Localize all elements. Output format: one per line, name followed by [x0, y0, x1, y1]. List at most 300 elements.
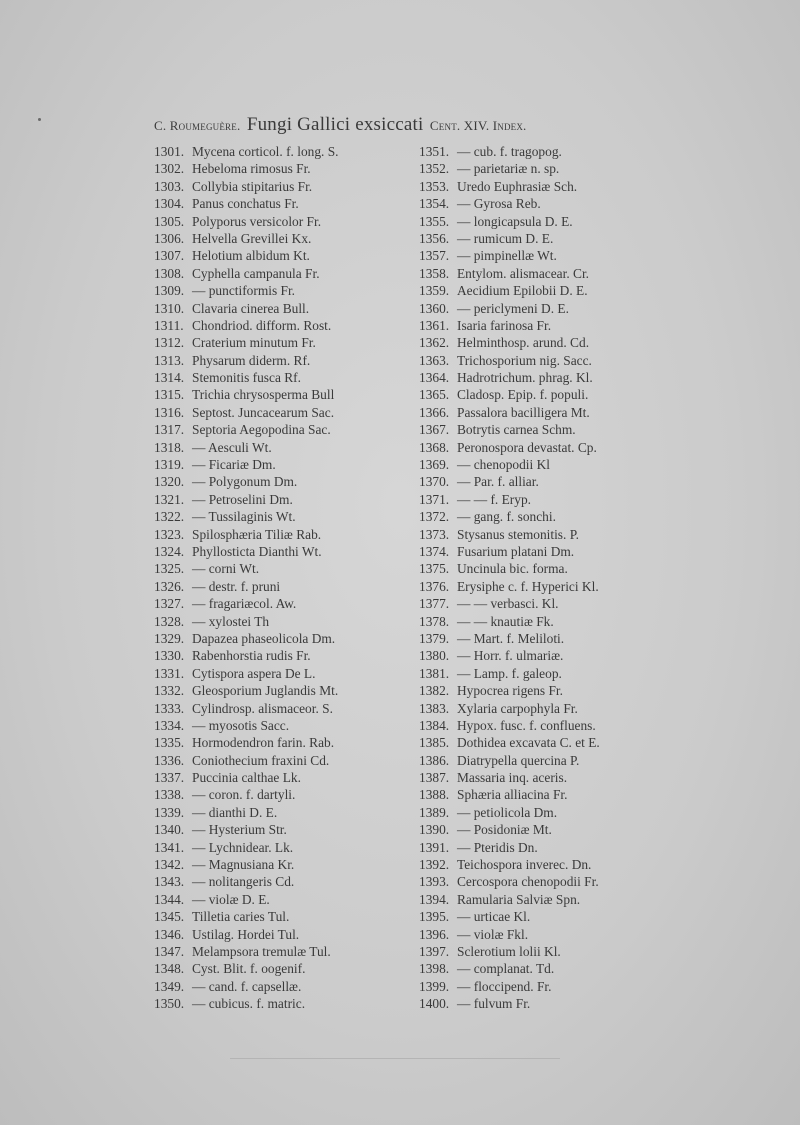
entry-number: 1327. [154, 596, 185, 612]
entry-number: 1378. [419, 613, 450, 629]
entry-text: — Par. f. alliar. [457, 474, 539, 490]
entry-text: — — f. Eryp. [457, 491, 532, 507]
entry-number: 1322. [154, 509, 185, 525]
entry-number: 1386. [419, 752, 450, 768]
entry-number: 1304. [154, 196, 185, 212]
entry-text: — Posidoniæ Mt. [457, 822, 552, 838]
entry-number: 1338. [154, 787, 185, 803]
entry-text: Trichia chrysosperma Bull [192, 387, 335, 403]
entry-number: 1399. [419, 978, 450, 994]
list-item [154, 595, 416, 612]
list-item [419, 943, 681, 960]
entry-text: Gleosporium Juglandis Mt. [192, 683, 339, 699]
entry-text: Physarum diderm. Rf. [192, 352, 311, 368]
list-item [154, 943, 416, 960]
entry-text: Mycena corticol. f. long. S. [192, 144, 339, 159]
entry-text: — coron. f. dartyli. [192, 787, 296, 803]
entry-number: 1306. [154, 230, 185, 246]
entry-text: — cub. f. tragopog. [457, 144, 562, 159]
entry-text: — Ficariæ Dm. [192, 457, 276, 473]
list-item [154, 247, 416, 264]
entry-number: 1358. [419, 265, 450, 281]
entry-number: 1345. [154, 909, 185, 925]
entry-number: 1392. [419, 857, 450, 873]
list-item [154, 317, 416, 334]
list-item [154, 769, 416, 786]
entry-number: 1380. [419, 648, 450, 664]
entry-number: 1334. [154, 717, 185, 733]
entry-number: 1315. [154, 387, 185, 403]
list-item [419, 247, 681, 264]
entry-number: 1313. [154, 352, 185, 368]
entry-text: — parietariæ n. sp. [457, 161, 560, 177]
entry-number: 1371. [419, 491, 450, 507]
entry-text: Hadrotrichum. phrag. Kl. [457, 370, 593, 386]
list-item [154, 978, 416, 995]
entry-number: 1320. [154, 474, 185, 490]
list-item [154, 300, 416, 317]
entry-number: 1311. [154, 317, 184, 333]
list-item [419, 578, 681, 595]
entry-number: 1305. [154, 213, 185, 229]
entry-text: Dothidea excavata C. et E. [457, 735, 600, 751]
list-item [154, 404, 416, 421]
list-item [419, 213, 681, 230]
list-item [154, 178, 416, 195]
entry-text: Septost. Juncacearum Sac. [192, 404, 335, 420]
entry-text: — violæ Fkl. [457, 926, 529, 942]
entry-number: 1332. [154, 683, 185, 699]
list-item [154, 439, 416, 456]
list-item [154, 613, 416, 630]
entry-number: 1397. [419, 943, 450, 959]
list-item [419, 160, 681, 177]
entry-text: Ramularia Salviæ Spn. [457, 891, 581, 907]
entry-number: 1316. [154, 404, 185, 420]
list-item [154, 386, 416, 403]
entry-text: — Lamp. f. galeop. [457, 665, 562, 681]
entry-text: Craterium minutum Fr. [192, 335, 316, 351]
list-item [419, 526, 681, 543]
entry-number: 1393. [419, 874, 450, 890]
header-title: Fungi Gallici exsiccati [246, 114, 424, 135]
entry-text: Helvella Grevillei Kx. [192, 230, 312, 246]
entry-text: Helminthosp. arund. Cd. [457, 335, 590, 351]
list-item [154, 195, 416, 212]
list-item [154, 786, 416, 803]
entry-text: Septoria Aegopodina Sac. [192, 422, 331, 438]
entry-number: 1360. [419, 300, 450, 316]
entry-text: Puccinia calthae Lk. [192, 770, 301, 786]
list-item [419, 734, 681, 751]
entry-text: Xylaria carpophyla Fr. [457, 700, 578, 716]
list-item [419, 456, 681, 473]
entry-text: Rabenhorstia rudis Fr. [192, 648, 311, 664]
entry-text: — Aesculi Wt. [192, 439, 272, 455]
entry-text: Phyllosticta Dianthi Wt. [192, 543, 322, 559]
entry-text: Sclerotium lolii Kl. [457, 943, 561, 959]
entry-text: Melampsora tremulæ Tul. [192, 943, 331, 959]
entry-text: Passalora bacilligera Mt. [457, 404, 590, 420]
entry-text: — Hysterium Str. [192, 822, 287, 838]
entry-text: — Tussilaginis Wt. [192, 509, 296, 525]
list-item [154, 352, 416, 369]
entry-number: 1307. [154, 248, 185, 264]
entry-number: 1368. [419, 439, 450, 455]
list-item [419, 647, 681, 664]
entry-text: Isaria farinosa Fr. [457, 317, 552, 333]
list-item [154, 578, 416, 595]
entry-text: Hebeloma rimosus Fr. [192, 161, 311, 177]
header-century-index: Cent. XIV. Index. [429, 118, 527, 133]
entry-number: 1355. [419, 213, 450, 229]
entry-number: 1317. [154, 422, 185, 438]
entry-text: Uredo Euphrasiæ Sch. [457, 178, 578, 194]
entry-text: — xylostei Th [192, 613, 270, 629]
entry-number: 1348. [154, 961, 185, 977]
entry-number: 1396. [419, 926, 450, 942]
entry-number: 1391. [419, 839, 450, 855]
entry-number: 1361. [419, 317, 450, 333]
list-item [419, 265, 681, 282]
list-item [154, 873, 416, 890]
entry-text: Spilosphæria Tiliæ Rab. [192, 526, 322, 542]
entry-number: 1326. [154, 578, 185, 594]
list-item [419, 352, 681, 369]
list-item [419, 926, 681, 943]
entry-number: 1342. [154, 857, 185, 873]
list-item [419, 978, 681, 995]
entry-text: — Petroselini Dm. [192, 491, 293, 507]
entry-number: 1346. [154, 926, 185, 942]
left-column [154, 143, 416, 1013]
entry-number: 1400. [419, 996, 450, 1012]
entry-number: 1340. [154, 822, 185, 838]
list-item [419, 317, 681, 334]
list-item [154, 891, 416, 908]
entry-number: 1383. [419, 700, 450, 716]
list-item [154, 647, 416, 664]
list-item [154, 508, 416, 525]
entry-number: 1394. [419, 891, 450, 907]
entry-number: 1319. [154, 457, 185, 473]
entry-number: 1309. [154, 283, 185, 299]
entry-text: Stysanus stemonitis. P. [457, 526, 580, 542]
entry-text: — cand. f. capsellæ. [192, 978, 302, 994]
entry-text: Erysiphe c. f. Hyperici Kl. [457, 578, 599, 594]
entry-number: 1398. [419, 961, 450, 977]
entry-text: Cytispora aspera De L. [192, 665, 316, 681]
header-author: C. Roumeguère. [154, 118, 241, 133]
entry-number: 1384. [419, 717, 450, 733]
list-item [419, 700, 681, 717]
list-item [154, 369, 416, 386]
entry-text: — Magnusiana Kr. [192, 857, 295, 873]
list-item [419, 908, 681, 925]
entry-text: Coniothecium fraxini Cd. [192, 752, 330, 768]
entry-number: 1389. [419, 804, 450, 820]
entry-text: Chondriod. difform. Rost. [192, 317, 332, 333]
entry-text: — floccipend. Fr. [457, 978, 552, 994]
entry-number: 1381. [419, 665, 450, 681]
entry-text: Uncinula bic. forma. [457, 561, 568, 577]
entry-text: — corni Wt. [192, 561, 260, 577]
page-header [154, 114, 674, 136]
entry-number: 1373. [419, 526, 450, 542]
entry-number: 1335. [154, 735, 185, 751]
entry-text: Stemonitis fusca Rf. [192, 370, 301, 386]
entry-number: 1350. [154, 996, 185, 1012]
list-item [154, 665, 416, 682]
list-item [419, 421, 681, 438]
entry-number: 1377. [419, 596, 450, 612]
entry-text: Aecidium Epilobii D. E. [457, 283, 588, 299]
entry-number: 1382. [419, 683, 450, 699]
entry-text: — chenopodii Kl [457, 457, 550, 473]
entry-text: — longicapsula D. E. [457, 213, 573, 229]
entry-number: 1325. [154, 561, 185, 577]
list-item [154, 839, 416, 856]
list-item [154, 473, 416, 490]
list-item [419, 665, 681, 682]
list-item [154, 282, 416, 299]
list-item [419, 682, 681, 699]
entry-text: — — verbasci. Kl. [457, 596, 559, 612]
list-item [419, 630, 681, 647]
entry-text: — dianthi D. E. [192, 804, 278, 820]
list-item [154, 421, 416, 438]
entry-number: 1370. [419, 474, 450, 490]
list-item [154, 491, 416, 508]
entry-text: Peronospora devastat. Cp. [457, 439, 597, 455]
faint-rule [230, 1058, 560, 1059]
entry-number: 1385. [419, 735, 450, 751]
entry-text: — periclymeni D. E. [457, 300, 569, 316]
entry-text: Botrytis carnea Schm. [457, 422, 576, 438]
entry-number: 1369. [419, 457, 450, 473]
entry-text: — Pteridis Dn. [457, 839, 538, 855]
entry-text: Fusarium platani Dm. [457, 543, 575, 559]
list-item [419, 821, 681, 838]
list-item [419, 891, 681, 908]
list-item [419, 334, 681, 351]
entry-number: 1372. [419, 509, 450, 525]
list-item [154, 526, 416, 543]
list-item [419, 995, 681, 1012]
entry-text: Diatrypella quercina P. [457, 752, 580, 768]
list-item [154, 752, 416, 769]
entry-number: 1395. [419, 909, 450, 925]
entry-number: 1375. [419, 561, 450, 577]
list-item [419, 404, 681, 421]
entry-number: 1352. [419, 161, 450, 177]
entry-number: 1353. [419, 178, 450, 194]
entry-number: 1390. [419, 822, 450, 838]
entry-text: Cyphella campanula Fr. [192, 265, 320, 281]
entry-number: 1330. [154, 648, 185, 664]
entry-text: — rumicum D. E. [457, 230, 554, 246]
entry-number: 1341. [154, 839, 185, 855]
entry-number: 1376. [419, 578, 450, 594]
entry-number: 1336. [154, 752, 185, 768]
entry-text: — urticae Kl. [457, 909, 531, 925]
ink-speck [38, 118, 41, 121]
list-item [154, 908, 416, 925]
entry-number: 1303. [154, 178, 185, 194]
entry-number: 1374. [419, 543, 450, 559]
list-item [419, 473, 681, 490]
list-item [154, 143, 416, 160]
entry-number: 1356. [419, 230, 450, 246]
entry-text: Tilletia caries Tul. [192, 909, 290, 925]
list-item [154, 334, 416, 351]
entry-number: 1349. [154, 978, 185, 994]
entry-text: Entylom. alismacear. Cr. [457, 265, 590, 281]
entry-text: — gang. f. sonchi. [457, 509, 556, 525]
entry-number: 1310. [154, 300, 185, 316]
list-item [419, 491, 681, 508]
entry-number: 1354. [419, 196, 450, 212]
entry-text: — pimpinellæ Wt. [457, 248, 557, 264]
list-item [154, 734, 416, 751]
entry-text: — — knautiæ Fk. [457, 613, 554, 629]
entry-number: 1387. [419, 770, 450, 786]
list-item [154, 804, 416, 821]
list-item [419, 369, 681, 386]
list-item [419, 195, 681, 212]
entry-text: Panus conchatus Fr. [192, 196, 299, 212]
entry-text: — fragariæcol. Aw. [192, 596, 297, 612]
entry-text: — myosotis Sacc. [192, 717, 290, 733]
entry-text: — fulvum Fr. [457, 996, 531, 1012]
entry-number: 1367. [419, 422, 450, 438]
list-item [419, 873, 681, 890]
entry-number: 1362. [419, 335, 450, 351]
entry-text: — punctiformis Fr. [192, 283, 296, 299]
entry-number: 1364. [419, 370, 450, 386]
entry-number: 1357. [419, 248, 450, 264]
list-item [154, 456, 416, 473]
list-item [154, 960, 416, 977]
list-item [419, 300, 681, 317]
list-item [419, 439, 681, 456]
entry-text: Dapazea phaseolicola Dm. [192, 630, 336, 646]
entry-text: — Lychnidear. Lk. [192, 839, 294, 855]
list-item [154, 160, 416, 177]
entry-number: 1329. [154, 630, 185, 646]
list-item [419, 230, 681, 247]
list-item [154, 700, 416, 717]
entry-text: Collybia stipitarius Fr. [192, 178, 313, 194]
entry-text: Cyst. Blit. f. oogenif. [192, 961, 306, 977]
list-item [419, 178, 681, 195]
list-item [419, 717, 681, 734]
entry-text: Cladosp. Epip. f. populi. [457, 387, 589, 403]
list-item [154, 560, 416, 577]
list-item [154, 926, 416, 943]
entry-text: — Mart. f. Meliloti. [457, 630, 565, 646]
entry-number: 1343. [154, 874, 185, 890]
entry-number: 1323. [154, 526, 185, 542]
list-item [154, 265, 416, 282]
list-item [154, 717, 416, 734]
entry-text: Cercospora chenopodii Fr. [457, 874, 599, 890]
entry-number: 1302. [154, 161, 185, 177]
list-item [419, 508, 681, 525]
entry-text: — Horr. f. ulmariæ. [457, 648, 564, 664]
list-item [154, 543, 416, 560]
entry-number: 1366. [419, 404, 450, 420]
entry-number: 1337. [154, 770, 185, 786]
list-item [154, 682, 416, 699]
entry-number: 1328. [154, 613, 185, 629]
entry-number: 1344. [154, 891, 185, 907]
entry-text: — Polygonum Dm. [192, 474, 298, 490]
entry-text: Hormodendron farin. Rab. [192, 735, 335, 751]
list-item [154, 230, 416, 247]
list-item [419, 613, 681, 630]
list-item [419, 804, 681, 821]
entry-number: 1331. [154, 665, 185, 681]
entry-text: Teichospora inverec. Dn. [457, 857, 592, 873]
entry-number: 1359. [419, 283, 450, 299]
entry-number: 1388. [419, 787, 450, 803]
entry-text: Trichosporium nig. Sacc. [457, 352, 592, 368]
entry-text: Helotium albidum Kt. [192, 248, 310, 264]
entry-text: — complanat. Td. [457, 961, 555, 977]
entry-text: — violæ D. E. [192, 891, 270, 907]
entry-text: — Gyrosa Reb. [457, 196, 541, 212]
list-item [154, 821, 416, 838]
entry-text: Ustilag. Hordei Tul. [192, 926, 300, 942]
entry-number: 1333. [154, 700, 185, 716]
list-item [419, 386, 681, 403]
entry-text: — cubicus. f. matric. [192, 996, 306, 1012]
entry-number: 1321. [154, 491, 185, 507]
list-item [154, 630, 416, 647]
entry-number: 1301. [154, 144, 185, 159]
list-item [419, 282, 681, 299]
entry-number: 1314. [154, 370, 185, 386]
entry-text: Sphæria alliacina Fr. [457, 787, 568, 803]
right-column [419, 143, 681, 1013]
entry-text: Hypox. fusc. f. confluens. [457, 717, 596, 733]
list-item [419, 769, 681, 786]
entry-text: — destr. f. pruni [192, 578, 281, 594]
list-item [419, 839, 681, 856]
entry-text: Clavaria cinerea Bull. [192, 300, 310, 316]
entry-number: 1363. [419, 352, 450, 368]
list-item [419, 143, 681, 160]
entry-text: Polyporus versicolor Fr. [192, 213, 322, 229]
list-item [154, 856, 416, 873]
list-item [154, 995, 416, 1012]
list-item [419, 752, 681, 769]
list-item [419, 960, 681, 977]
list-item [154, 213, 416, 230]
entry-number: 1347. [154, 943, 185, 959]
entry-number: 1324. [154, 543, 185, 559]
list-item [419, 786, 681, 803]
list-item [419, 856, 681, 873]
entry-text: Massaria inq. aceris. [457, 770, 568, 786]
list-item [419, 543, 681, 560]
entry-text: — nolitangeris Cd. [192, 874, 295, 890]
entry-number: 1308. [154, 265, 185, 281]
list-item [419, 595, 681, 612]
entry-number: 1351. [419, 144, 450, 159]
entry-number: 1318. [154, 439, 185, 455]
